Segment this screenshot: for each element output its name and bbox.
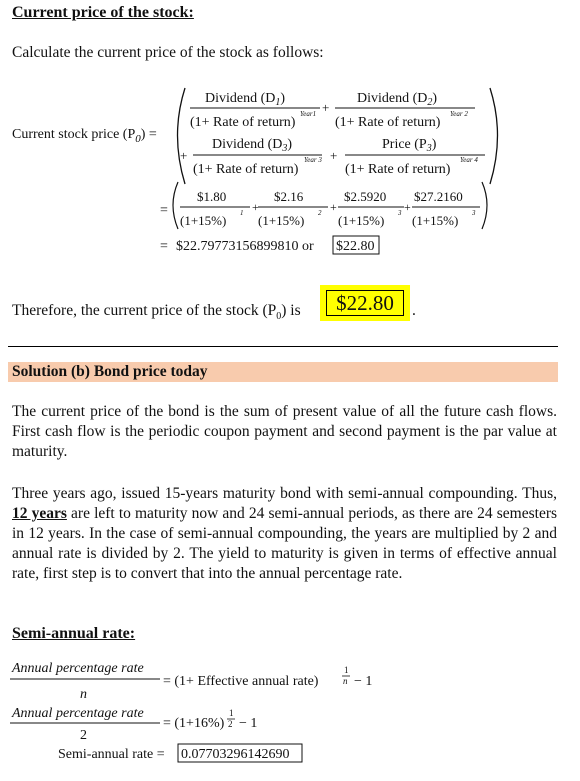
svg-text:(1+15%): (1+15%) xyxy=(258,213,305,228)
svg-text:(1+ Rate of return): (1+ Rate of return) xyxy=(345,162,451,177)
stock-price-formula xyxy=(0,80,580,258)
svg-text:(1+15%): (1+15%) xyxy=(180,213,227,228)
bond-para-2: Three years ago, issued 15-years maturity bond with semi-annual compounding. Thus, 12 years are left to maturity now and 24 semi-annual periods, as there are 24 semesters in 12 years. In the case of semi-annual compounding, the years are multiplied by 2 and annual rate is divided by 2. The yield to maturity is given in terms of effective annual rate, first step is to convert that into the annual percentage rate. xyxy=(12,485,558,582)
svg-text:Year 2: Year 2 xyxy=(450,110,468,118)
semi-annual-heading: Semi-annual rate: xyxy=(12,625,136,642)
svg-text:Annual percentage rate: Annual percentage rate xyxy=(12,661,144,676)
stock-price-heading: Current price of the stock: xyxy=(12,4,194,21)
formula-term-3 xyxy=(193,137,322,177)
section-divider xyxy=(8,346,558,347)
svg-text:= (1+ Effective annual rate): = (1+ Effective annual rate) xyxy=(163,674,319,689)
svg-text:(1+15%): (1+15%) xyxy=(412,213,459,228)
formula-term-4 xyxy=(345,137,485,177)
highlight-value: $22.80 xyxy=(326,290,404,316)
svg-text:= (1+16%): = (1+16%) xyxy=(163,716,225,731)
svg-text:− 1: − 1 xyxy=(354,674,373,689)
bond-para-1: The current price of the bond is the sum of present value of all the future cash flows. First cash flow is the periodic coupon payment and second payment is the par value at maturity. xyxy=(12,403,557,460)
svg-text:1: 1 xyxy=(229,708,234,718)
conclusion-period: . xyxy=(412,302,416,319)
formula-term-2 xyxy=(335,91,475,130)
svg-text:− 1: − 1 xyxy=(239,716,258,731)
svg-text:Annual percentage rate: Annual percentage rate xyxy=(12,706,144,721)
stock-intro: Calculate the current price of the stock as follows: xyxy=(12,44,324,61)
svg-text:3: 3 xyxy=(398,209,402,217)
numeric-term-4 xyxy=(412,189,480,228)
formula-lhs: Current stock price $(P_0)$ = xyxy=(12,127,157,145)
svg-text:=: = xyxy=(160,203,168,218)
svg-text:Dividend (D1): Dividend $(D_1)$ xyxy=(205,91,286,108)
svg-text:+: + xyxy=(330,148,338,163)
numeric-term-3 xyxy=(338,189,404,228)
svg-text:2: 2 xyxy=(80,728,87,743)
svg-text:$1.80: $1.80 xyxy=(197,189,227,204)
stock-result-text: $22.79773156899810 or xyxy=(176,239,314,254)
svg-text:$27.2160: $27.2160 xyxy=(414,189,463,204)
svg-text:Dividend (D3): Dividend $(D_3)$ xyxy=(212,137,293,154)
svg-text:=: = xyxy=(160,239,168,254)
svg-text:2: 2 xyxy=(228,719,233,729)
svg-text:3: 3 xyxy=(472,209,476,217)
svg-text:(1+15%): (1+15%) xyxy=(338,213,385,228)
numeric-term-1 xyxy=(180,189,250,228)
svg-text:+: + xyxy=(180,148,188,163)
svg-text:+: + xyxy=(322,100,330,115)
svg-text:(1+ Rate of return): (1+ Rate of return) xyxy=(190,115,296,130)
svg-text:Year 3: Year 3 xyxy=(304,156,322,164)
svg-text:$2.5920: $2.5920 xyxy=(344,189,387,204)
svg-text:1: 1 xyxy=(344,665,349,675)
stock-conclusion: Therefore, the current price of the stock $(P_0)$ is xyxy=(12,302,301,323)
svg-text:+: + xyxy=(330,200,337,214)
svg-text:Year 4: Year 4 xyxy=(460,156,478,164)
semi-annual-value: 0.07703296142690 xyxy=(181,747,290,762)
solution-b-header-band xyxy=(8,362,558,382)
svg-text:2: 2 xyxy=(318,209,322,217)
semi-annual-label: Semi-annual rate = xyxy=(58,747,165,762)
svg-text:Year1: Year1 xyxy=(300,110,317,118)
svg-text:+: + xyxy=(252,200,259,214)
numeric-term-2 xyxy=(258,189,328,228)
svg-text:n: n xyxy=(343,676,348,686)
svg-text:Price (P3): Price $(P_3)$ xyxy=(382,137,437,154)
solution-b-header: Solution (b) Bond price today xyxy=(12,363,208,380)
svg-text:Dividend (D2): Dividend $(D_2)$ xyxy=(357,91,438,108)
svg-text:+: + xyxy=(404,200,411,214)
svg-text:(1+ Rate of return): (1+ Rate of return) xyxy=(193,162,299,177)
svg-text:(1+ Rate of return): (1+ Rate of return) xyxy=(335,115,441,130)
svg-text:n: n xyxy=(80,687,87,702)
highlight-box xyxy=(320,285,410,321)
svg-text:1: 1 xyxy=(240,209,244,217)
stock-result-boxed: $22.80 xyxy=(336,239,375,254)
svg-text:$2.16: $2.16 xyxy=(274,189,304,204)
semi-annual-formula xyxy=(0,655,580,781)
formula-term-1 xyxy=(190,91,320,130)
